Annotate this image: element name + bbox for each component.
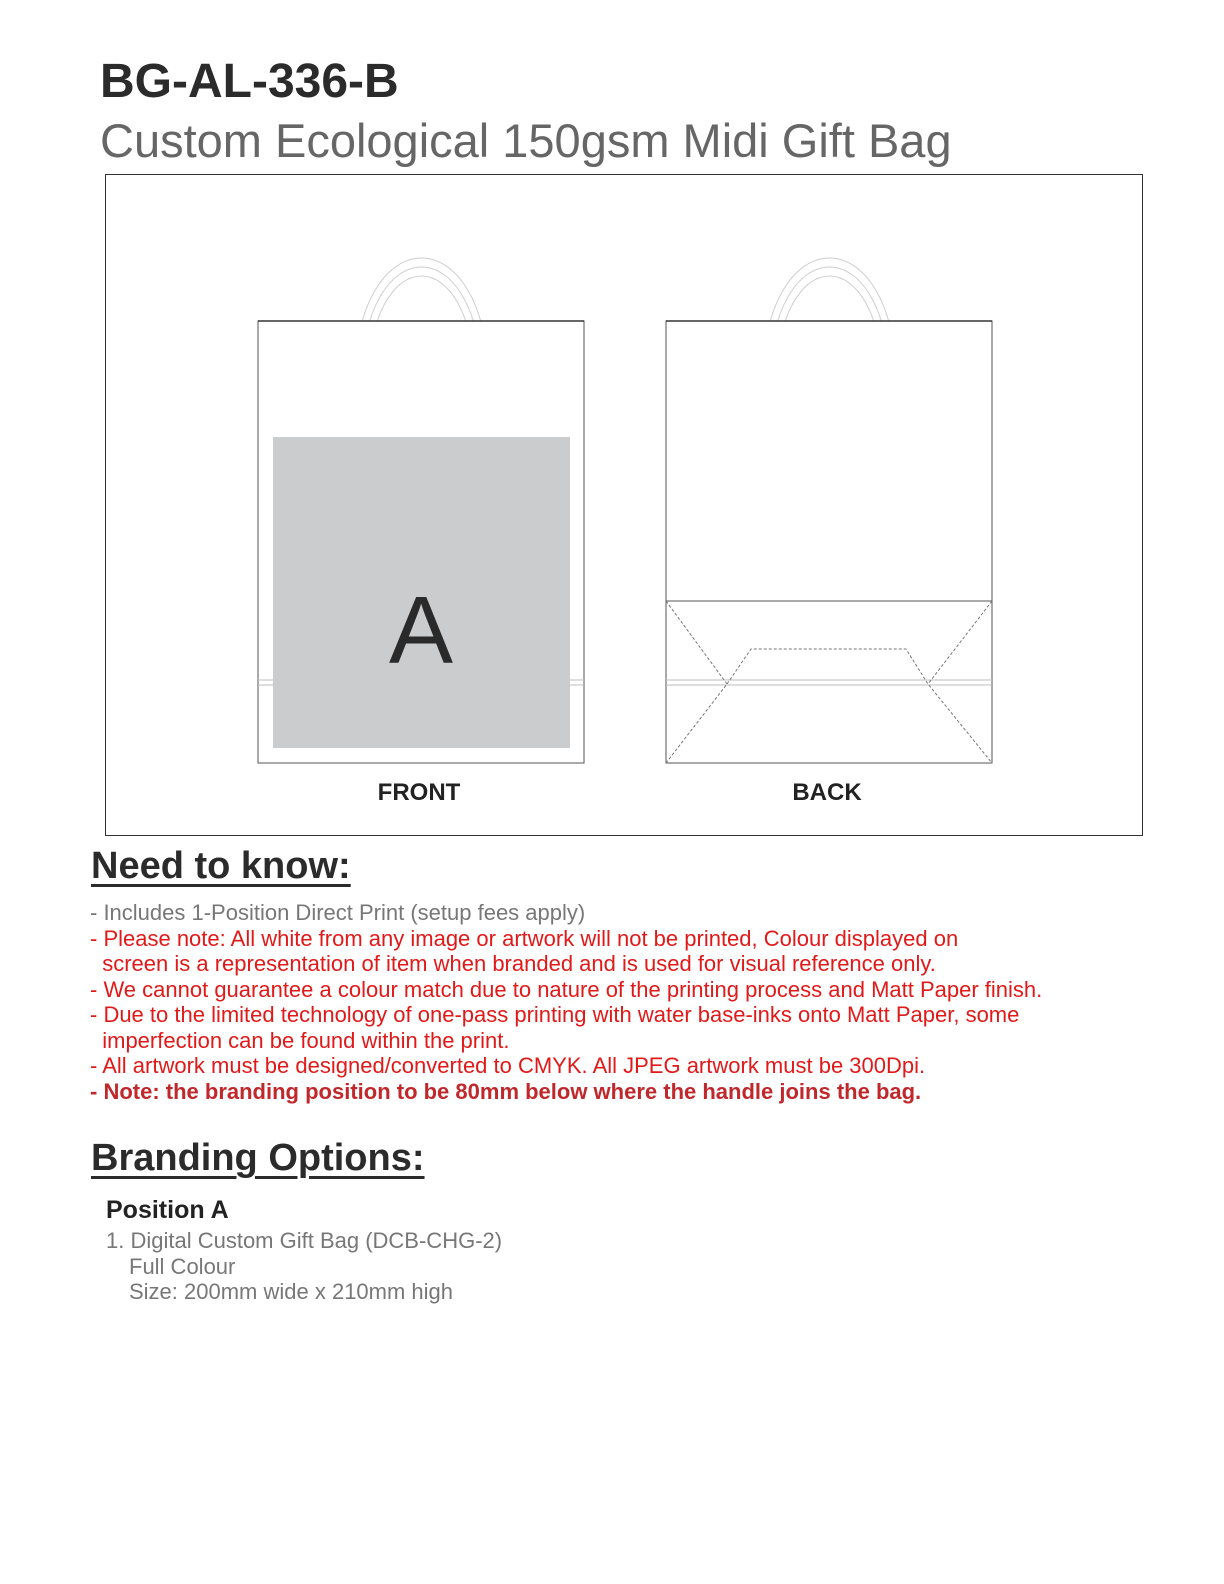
back-bag-body (666, 321, 992, 763)
need-to-know-list (90, 900, 1170, 1104)
need-to-know-heading: Need to know: (91, 845, 351, 887)
print-area-letter: A (388, 577, 454, 684)
note-item: - Includes 1-Position Direct Print (setup fees apply) (90, 900, 586, 925)
note-item: - Please note: All white from any image or artwork will not be printed, Colour displayed on screen is a representation of item when branded and is used for visual reference only. (90, 925, 959, 976)
note-item: - All artwork must be designed/converted to CMYK. All JPEG artwork must be 300Dpi. (90, 1053, 926, 1078)
front-label: FRONT (377, 779, 461, 806)
product-sku: BG-AL-336-B (100, 55, 399, 108)
position-a-title: Position A (106, 1196, 229, 1224)
note-item: - Note: the branding position to be 80mm below where the handle joins the bag. (90, 1078, 922, 1104)
back-label: BACK (792, 779, 862, 806)
branding-options-heading: Branding Options: (91, 1137, 425, 1179)
branding-option-list (106, 1228, 806, 1305)
option-title: 1. Digital Custom Gift Bag (DCB-CHG-2) (106, 1228, 503, 1253)
product-name: Custom Ecological 150gsm Midi Gift Bag (100, 114, 952, 167)
note-item: - Due to the limited technology of one-pass printing with water base-inks onto Matt Paper, some imperfection can be found within the print. (90, 1002, 1020, 1053)
option-colour: Full Colour (129, 1253, 236, 1279)
option-size: Size: 200mm wide x 210mm high (129, 1279, 454, 1304)
note-item: - We cannot guarantee a colour match due to nature of the printing process and Matt Paper finish. (90, 976, 1043, 1002)
bag-illustration-frame (105, 174, 1143, 836)
bag-illustration (106, 175, 1144, 837)
